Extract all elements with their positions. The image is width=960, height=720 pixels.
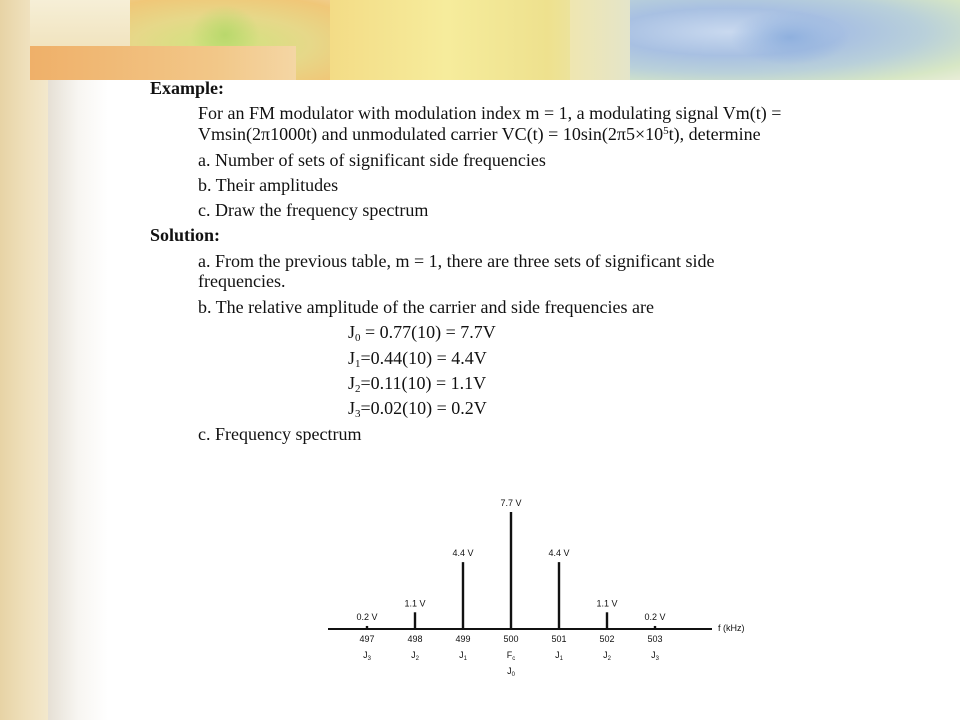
problem-line-2: Vmsin(2π1000t) and unmodulated carrier $VC(t) = 10\sin(2\pi 5\times 10^5t)$, determine xyxy=(198,124,761,144)
value-label-499: 4.4 V xyxy=(452,548,474,559)
x-axis-label: f (kHz) xyxy=(718,623,745,633)
tick-label-503: 503 xyxy=(647,634,663,644)
solution-a-line-2: frequencies. xyxy=(198,271,286,291)
item-b: b. Their amplitudes xyxy=(198,175,339,195)
solution-c-line: c. Frequency spectrum xyxy=(198,424,362,444)
left-decorative-strip xyxy=(0,0,48,720)
bessel-label-1: $J_2$ xyxy=(411,650,419,662)
equation-j3: $J_3=0.02(10) = 0.2V$ xyxy=(348,398,487,420)
bessel-label-0: $J_3$ xyxy=(363,650,371,662)
value-label-497: 0.2 V xyxy=(356,611,378,622)
bessel-label-6: $J_3$ xyxy=(651,650,659,662)
problem-line-1: For an FM modulator with modulation index m = 1, a modulating signal Vm(t) = xyxy=(198,103,782,123)
value-label-503: 0.2 V xyxy=(644,611,666,622)
bessel-label-3: $F_c$ xyxy=(506,650,516,662)
tick-label-501: 501 xyxy=(551,634,567,644)
value-label-502: 1.1 V xyxy=(596,598,618,609)
item-a: a. Number of sets of significant side frequencies xyxy=(198,150,546,170)
value-label-498: 1.1 V xyxy=(404,598,426,609)
item-c: c. Draw the frequency spectrum xyxy=(198,200,429,220)
tick-label-498: 498 xyxy=(407,634,423,644)
value-label-501: 4.4 V xyxy=(548,548,570,559)
solution-b-line: b. The relative amplitude of the carrier and side frequencies are xyxy=(198,297,654,317)
bessel-label-4: $J_1$ xyxy=(555,650,563,662)
equation-j1: $J_1=0.44(10) = 4.4V$ xyxy=(348,348,487,370)
frequency-spectrum-chart xyxy=(300,490,770,690)
tick-label-500: 500 xyxy=(503,634,519,644)
bessel-label-2: $J_1$ xyxy=(459,650,467,662)
value-label-500: 7.7 V xyxy=(500,498,522,508)
tick-label-497: 497 xyxy=(359,634,375,644)
solution-a-line-1: a. From the previous table, m = 1, there are three sets of significant side xyxy=(198,251,715,271)
equation-j2: $J_2=0.11(10) = 1.1V$ xyxy=(348,373,487,395)
solution-heading: Solution: xyxy=(150,225,221,245)
tick-label-499: 499 xyxy=(455,634,471,644)
bessel-label-5: $J_2$ xyxy=(603,650,611,662)
top-decorative-banner xyxy=(30,0,960,80)
equation-j0: $J_0 = 0.77(10) = 7.7V$ xyxy=(348,322,496,344)
tick-label-502: 502 xyxy=(599,634,615,644)
example-heading: Example: xyxy=(150,78,224,98)
carrier-sublabel: $J_0$ xyxy=(507,666,515,678)
